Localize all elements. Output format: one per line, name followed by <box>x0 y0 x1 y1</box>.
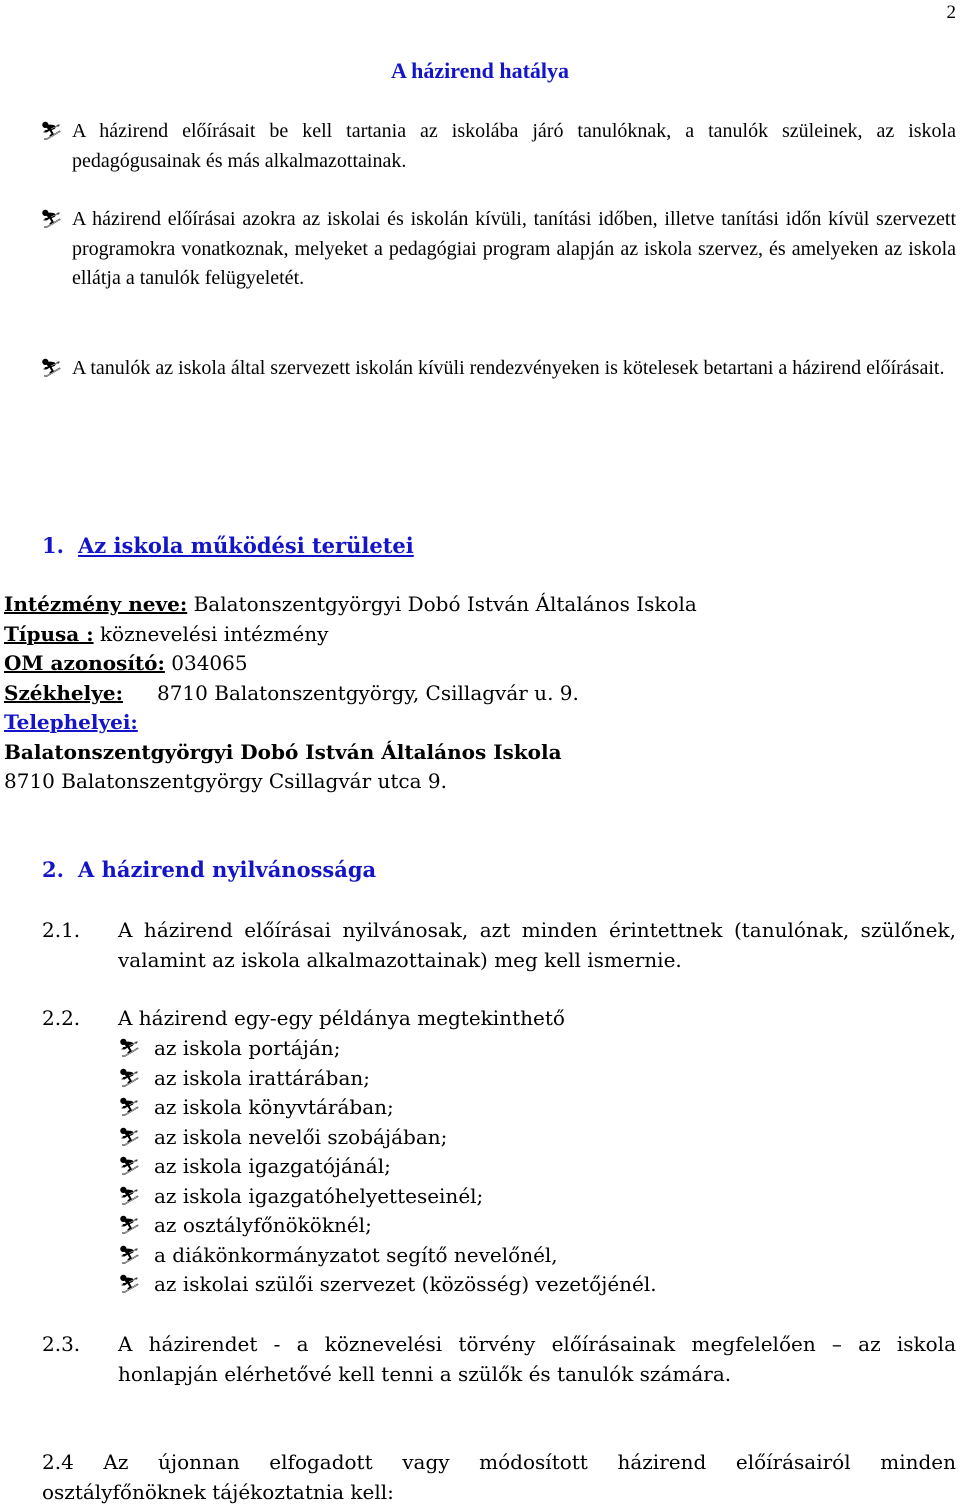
display-location-list <box>118 1034 657 1300</box>
paragraph-2-1 <box>42 916 956 975</box>
value: Balatonszentgyörgyi Dobó István Általános Iskola <box>193 592 697 616</box>
paragraph-number: 2.2. <box>42 1006 81 1030</box>
value: köznevelési intézmény <box>99 621 329 646</box>
label: Telephelyei: <box>4 710 138 734</box>
label: Típusa : <box>4 621 94 646</box>
institution-info <box>4 590 697 797</box>
bullet-text: A tanulók az iskola által szervezett iskolán kívüli rendezvényeken is kötelesek betartani a házirend előírásait. <box>72 357 945 379</box>
list-item: ⛷ az iskola igazgatójánál; <box>118 1152 657 1182</box>
bullet-item <box>40 205 956 294</box>
list-item: ⛷ az osztályfőnököknél; <box>118 1211 657 1241</box>
label: Székhelye: <box>4 680 123 705</box>
section-title: Az iskola működési területei <box>78 533 414 558</box>
label: Intézmény neve: <box>4 592 188 616</box>
ski-skier-icon: ⛷ <box>40 209 63 229</box>
paragraph-number: 2.1. <box>42 918 81 942</box>
section-2-heading <box>42 857 376 882</box>
paragraph-line: osztályfőnöknek tájékoztatnia kell: <box>42 1479 394 1504</box>
ski-skier-icon: ⛷ <box>118 1215 141 1236</box>
list-item: ⛷ az iskola irattárában; <box>118 1064 657 1094</box>
info-row-type <box>4 620 697 650</box>
paragraph-text: A házirend előírásai nyilvánosak, azt minden érintettnek (tanulónak, szülőnek, valamint az iskola alkalmazottainak) meg kell ismernie. <box>118 918 956 972</box>
section-1-heading <box>42 533 414 558</box>
ski-skier-icon: ⛷ <box>118 1156 141 1177</box>
site-name: Balatonszentgyörgyi Dobó István Általános Iskola <box>4 739 562 764</box>
ski-skier-icon: ⛷ <box>118 1038 141 1059</box>
list-item: ⛷ az iskola portáján; <box>118 1034 657 1064</box>
heading-hazirend-hatalya: A házirend hatálya <box>390 58 570 83</box>
list-item: ⛷ a diákönkormányzatot segítő nevelőnél, <box>118 1241 657 1271</box>
paragraph-2-2 <box>42 1004 956 1034</box>
paragraph-line: 2.4 Az újonnan elfogadott vagy módosított házirend előírásairól minden <box>42 1450 956 1474</box>
paragraph-text: A házirend egy-egy példánya megtekinthető <box>118 1006 565 1030</box>
paragraph-text: A házirendet - a köznevelési törvény előírásainak megfelelően – az iskola honlapján elérhetővé kell tenni a szülők és tanulók számára. <box>118 1332 956 1386</box>
label: OM azonosító: <box>4 651 165 675</box>
paragraph-2-3 <box>42 1330 956 1389</box>
section-title: A házirend nyilvánossága <box>78 857 377 882</box>
section-number: 1. <box>42 533 64 558</box>
section-number: 2. <box>42 857 64 882</box>
value: 034065 <box>171 651 248 675</box>
info-row-name <box>4 590 697 620</box>
paragraph-2-4 <box>42 1448 956 1507</box>
ski-skier-icon: ⛷ <box>118 1126 141 1148</box>
info-row-om <box>4 649 697 679</box>
ski-skier-icon: ⛷ <box>40 358 63 378</box>
page-number: 2 <box>946 2 956 23</box>
bullet-text: A házirend előírásai azokra az iskolai és iskolán kívüli, tanítási időben, illetve tanítási időn kívül szervezett programokra vonatkoznak, melyeket a pedagógiai program alapján az iskola szervez, és amelyeken az iskola ellátja a tanulók felügyeletét. <box>72 208 956 289</box>
list-item: ⛷ az iskola nevelői szobájában; <box>118 1123 657 1153</box>
paragraph-number: 2.3. <box>42 1332 81 1356</box>
list-item: ⛷ az iskola igazgatóhelyetteseinél; <box>118 1182 657 1212</box>
ski-skier-icon: ⛷ <box>40 121 63 141</box>
ski-skier-icon: ⛷ <box>118 1067 141 1089</box>
ski-skier-icon: ⛷ <box>118 1274 141 1295</box>
info-row-seat <box>4 679 697 709</box>
info-row-sites <box>4 708 697 738</box>
ski-skier-icon: ⛷ <box>118 1097 141 1118</box>
ski-skier-icon: ⛷ <box>118 1244 141 1266</box>
site-address: 8710 Balatonszentgyörgy Csillagvár utca 9. <box>4 769 447 793</box>
bullet-item <box>40 354 956 384</box>
bullet-item <box>40 117 956 176</box>
ski-skier-icon: ⛷ <box>118 1185 141 1207</box>
value: 8710 Balatonszentgyörgy, Csillagvár u. 9. <box>156 680 579 705</box>
list-item: ⛷ az iskolai szülői szervezet (közösség) vezetőjénél. <box>118 1270 657 1300</box>
list-item: ⛷ az iskola könyvtárában; <box>118 1093 657 1123</box>
bullet-text: A házirend előírásait be kell tartania az iskolába járó tanulóknak, a tanulók szüleinek, az iskola pedagógusainak és más alkalmazottainak. <box>72 120 956 172</box>
